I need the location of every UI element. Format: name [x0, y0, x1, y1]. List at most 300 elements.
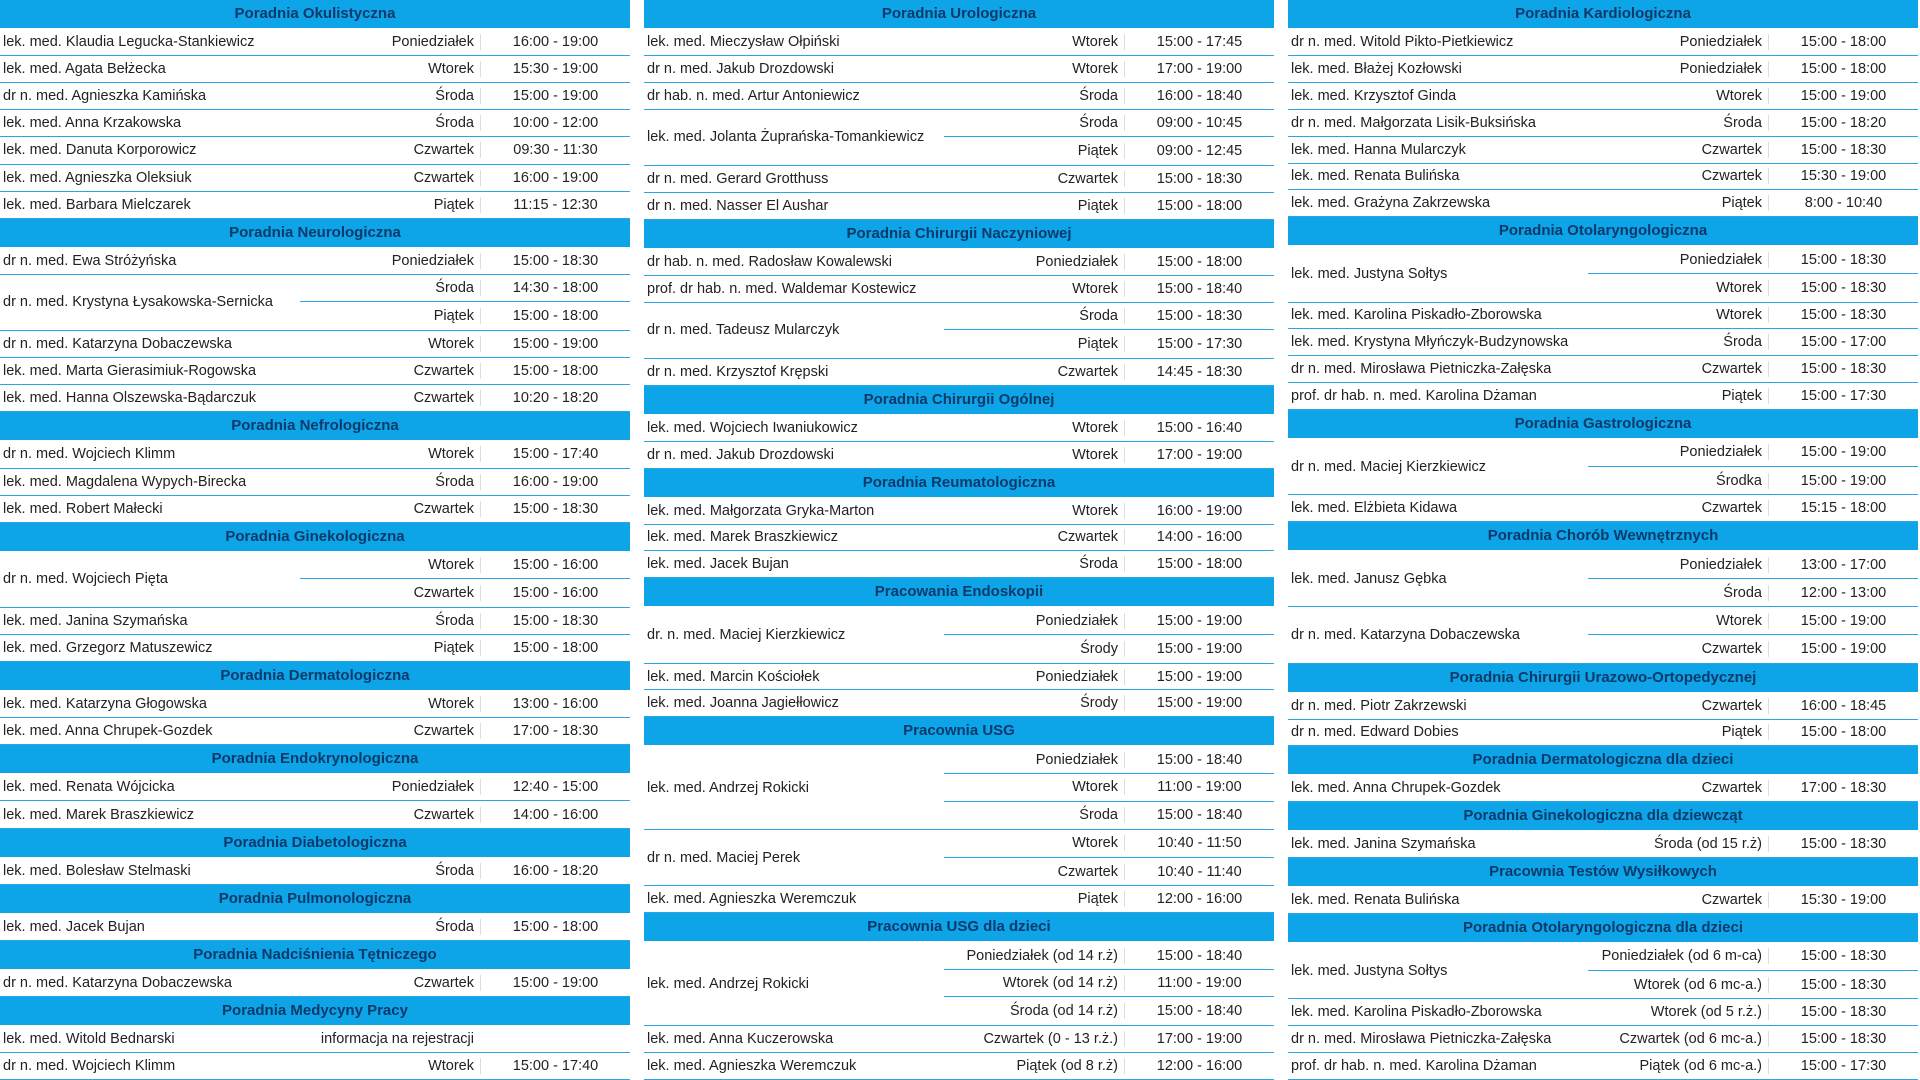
clinic-column: [0, 0, 630, 1080]
day-cell: Czwartek: [1701, 892, 1762, 909]
slot-list: [1588, 943, 1918, 998]
clinic-header: Poradnia Gastrologiczna: [1288, 410, 1918, 439]
doctor-row: [1288, 110, 1918, 137]
doctor-name: prof. dr hab. n. med. Karolina Dżaman: [1291, 388, 1537, 405]
time-cell: 14:00 - 16:00: [1124, 529, 1274, 545]
time-cell: 16:00 - 19:00: [480, 170, 630, 186]
slot-row: [1588, 467, 1918, 495]
doctor-row: [644, 664, 1274, 691]
doctor-row: [1288, 831, 1918, 858]
doctor-name: lek. med. Jolanta Żuprańska-Tomankiewicz: [647, 129, 925, 146]
day-cell: Piątek: [433, 308, 474, 325]
time-cell: 15:00 - 17:30: [1768, 1058, 1918, 1074]
day-cell: Piątek: [1077, 197, 1118, 214]
day-cell: Piątek: [433, 196, 474, 213]
day-cell: Piątek: [1721, 724, 1762, 741]
doctor-row: [0, 358, 630, 385]
time-cell: 10:40 - 11:40: [1124, 864, 1274, 880]
slot-row: [300, 552, 630, 580]
doctor-name: lek. med. Grzegorz Matuszewicz: [3, 640, 213, 657]
doctor-name: lek. med. Krzysztof Ginda: [1291, 87, 1457, 104]
clinic-header: Poradnia Dermatologiczna dla dzieci: [1288, 746, 1918, 775]
doctor-name: lek. med. Karolina Piskadło-Zborowska: [1291, 1004, 1542, 1021]
doctor-name: lek. med. Robert Małecki: [3, 500, 163, 517]
doctor-name: lek. med. Marek Braszkiewicz: [647, 529, 838, 546]
doctor-name: lek. med. Agnieszka Oleksiuk: [3, 169, 192, 186]
doctor-row: [0, 914, 630, 941]
day-cell: Wtorek: [428, 336, 474, 353]
time-cell: 16:00 - 19:00: [480, 34, 630, 50]
day-cell: Środa: [1079, 556, 1118, 573]
doctor-name: lek. med. Janina Szymańska: [3, 612, 188, 629]
slot-row: [1588, 635, 1918, 663]
time-cell: 15:00 - 19:00: [1768, 613, 1918, 629]
day-cell: Środa: [435, 918, 474, 935]
clinic-header: Pracownia USG: [644, 717, 1274, 746]
doctor-row: [644, 249, 1274, 276]
day-cell: Wtorek: [428, 557, 474, 574]
doctor-row: [0, 56, 630, 83]
day-cell: Wtorek: [1716, 307, 1762, 324]
doctor-name: lek. med. Hanna Mularczyk: [1291, 141, 1466, 158]
slot-list: [1588, 551, 1918, 606]
time-cell: 15:00 - 18:40: [1124, 281, 1274, 297]
doctor-name: dr n. med. Piotr Zakrzewski: [1291, 697, 1467, 714]
slot-row: [1588, 579, 1918, 607]
day-cell: Środa: [1079, 307, 1118, 324]
day-cell: Czwartek: [413, 500, 474, 517]
doctor-name: dr hab. n. med. Radosław Kowalewski: [647, 253, 893, 270]
time-cell: 15:00 - 18:00: [1768, 724, 1918, 740]
day-cell: Wtorek: [1072, 502, 1118, 519]
doctor-row: [1288, 943, 1918, 999]
time-cell: 09:00 - 10:45: [1124, 115, 1274, 131]
slot-row: [944, 303, 1274, 331]
time-cell: 17:00 - 19:00: [1124, 447, 1274, 463]
day-cell: Wtorek: [1716, 612, 1762, 629]
time-cell: 15:30 - 19:00: [1768, 892, 1918, 908]
time-cell: 16:00 - 18:40: [1124, 88, 1274, 104]
doctor-row: [0, 110, 630, 137]
clinic-header: Poradnia Neurologiczna: [0, 219, 630, 248]
doctor-row: [644, 551, 1274, 578]
slot-row: [1588, 246, 1918, 274]
day-cell: Czwartek: [413, 806, 474, 823]
doctor-name: lek. med. Karolina Piskadło-Zborowska: [1291, 307, 1542, 324]
time-cell: 16:00 - 19:00: [480, 474, 630, 490]
time-cell: 17:00 - 18:30: [480, 723, 630, 739]
day-cell: Wtorek: [1072, 33, 1118, 50]
doctor-row: [0, 385, 630, 412]
day-cell: Środa: [1723, 114, 1762, 131]
slot-list: [944, 830, 1274, 885]
time-cell: 14:30 - 18:00: [480, 280, 630, 296]
time-cell: 15:00 - 17:40: [480, 446, 630, 462]
clinic-header: Pracownia USG dla dzieci: [644, 913, 1274, 942]
doctor-name: lek. med. Marta Gierasimiuk-Rogowska: [3, 363, 257, 380]
time-cell: 15:00 - 18:30: [1768, 142, 1918, 158]
doctor-row: [644, 415, 1274, 442]
clinic-header: Poradnia Otolaryngologiczna dla dzieci: [1288, 914, 1918, 943]
day-cell: Piątek (od 8 r.ż): [1016, 1057, 1118, 1074]
time-cell: 12:00 - 13:00: [1768, 585, 1918, 601]
clinic-column: [644, 0, 1274, 1080]
doctor-name: lek. med. Jacek Bujan: [3, 918, 145, 935]
doctor-name: dr n. med. Mirosława Pietniczka-Załęska: [1291, 1031, 1552, 1048]
clinic-header: Pracowania Endoskopii: [644, 578, 1274, 607]
day-cell: Środa: [435, 280, 474, 297]
doctor-row: [644, 1026, 1274, 1053]
day-cell: Środa: [1079, 115, 1118, 132]
doctor-name: lek. med. Hanna Olszewska-Bądarczuk: [3, 390, 257, 407]
day-cell: Poniedziałek (od 14 r.ż): [966, 947, 1118, 964]
day-cell: Czwartek: [1057, 363, 1118, 380]
doctor-row: [644, 83, 1274, 110]
slot-row: [944, 830, 1274, 858]
time-cell: 15:00 - 17:30: [1124, 336, 1274, 352]
time-cell: 15:00 - 18:30: [1768, 1004, 1918, 1020]
doctor-name: lek. med. Andrzej Rokicki: [647, 975, 809, 992]
day-cell: Środa: [435, 612, 474, 629]
doctor-name: lek. med. Jacek Bujan: [647, 556, 789, 573]
doctor-row: [644, 359, 1274, 386]
time-cell: 14:00 - 16:00: [480, 807, 630, 823]
doctor-row: [0, 441, 630, 468]
clinic-header: Poradnia Endokrynologiczna: [0, 745, 630, 774]
day-cell: Wtorek: [428, 446, 474, 463]
doctor-name: lek. med. Bolesław Stelmaski: [3, 862, 191, 879]
clinic-header: Poradnia Nefrologiczna: [0, 412, 630, 441]
doctor-name: lek. med. Danuta Korporowicz: [3, 142, 197, 159]
time-cell: 15:15 - 18:00: [1768, 500, 1918, 516]
time-cell: 15:30 - 19:00: [480, 61, 630, 77]
time-cell: 15:00 - 18:40: [1124, 1003, 1274, 1019]
time-cell: 15:00 - 19:00: [1124, 695, 1274, 711]
day-cell: Czwartek: [413, 363, 474, 380]
time-cell: 13:00 - 16:00: [480, 696, 630, 712]
clinic-header: Poradnia Kardiologiczna: [1288, 0, 1918, 29]
doctor-row: [644, 442, 1274, 469]
doctor-name: dr n. med. Maciej Kierzkiewicz: [1291, 458, 1486, 475]
slot-row: [944, 774, 1274, 802]
doctor-row: [1288, 887, 1918, 914]
doctor-name: dr n. med. Jakub Drozdowski: [647, 446, 834, 463]
day-cell: Poniedziałek: [1679, 251, 1762, 268]
time-cell: 15:00 - 19:00: [480, 88, 630, 104]
time-cell: 16:00 - 18:45: [1768, 698, 1918, 714]
doctor-row: [644, 29, 1274, 56]
doctor-name: dr n. med. Katarzyna Dobaczewska: [3, 336, 232, 353]
day-cell: Wtorek: [1072, 280, 1118, 297]
day-cell: Czwartek: [413, 169, 474, 186]
doctor-row: [0, 691, 630, 718]
doctor-row: [644, 690, 1274, 717]
clinic-header: Poradnia Chirurgii Ogólnej: [644, 386, 1274, 415]
doctor-row: [644, 830, 1274, 886]
time-cell: 15:00 - 18:00: [480, 363, 630, 379]
doctor-row: [1288, 693, 1918, 720]
doctor-name: lek. med. Klaudia Legucka-Stankiewicz: [3, 34, 255, 51]
slot-list: [944, 303, 1274, 358]
doctor-name: dr n. med. Małgorzata Lisik-Buksińska: [1291, 114, 1536, 131]
day-cell: Wtorek (od 6 mc-a.): [1633, 976, 1762, 993]
slot-row: [944, 942, 1274, 970]
doctor-row: [0, 83, 630, 110]
doctor-row: [0, 331, 630, 358]
clinic-header: Poradnia Pulmonologiczna: [0, 885, 630, 914]
time-cell: 17:00 - 19:00: [1124, 1031, 1274, 1047]
day-cell: Wtorek: [1072, 60, 1118, 77]
day-cell: Wtorek: [1072, 446, 1118, 463]
doctor-name: dr n. med. Agnieszka Kamińska: [3, 88, 207, 105]
day-cell: Wtorek: [428, 61, 474, 78]
slot-row: [1588, 439, 1918, 467]
doctor-row: [0, 496, 630, 523]
slot-list: [944, 607, 1274, 662]
day-cell: Środa: [1723, 334, 1762, 351]
doctor-name: lek. med. Renata Bulińska: [1291, 892, 1460, 909]
slot-list: [300, 275, 630, 330]
doctor-row: [1288, 383, 1918, 410]
doctor-row: [1288, 356, 1918, 383]
day-cell: Czwartek: [413, 585, 474, 602]
doctor-row: [1288, 303, 1918, 330]
doctor-row: [0, 192, 630, 219]
day-cell: Wtorek: [1072, 419, 1118, 436]
day-cell: Czwartek: [413, 723, 474, 740]
day-cell: Czwartek: [1701, 500, 1762, 517]
time-cell: 15:00 - 18:00: [480, 919, 630, 935]
day-cell: Środy: [1080, 695, 1118, 712]
doctor-row: [1288, 495, 1918, 522]
day-cell: Środy: [1080, 640, 1118, 657]
day-cell: Wtorek (od 14 r.ż): [1002, 975, 1118, 992]
doctor-row: [1288, 29, 1918, 56]
time-cell: 15:00 - 19:00: [1124, 669, 1274, 685]
doctor-name: lek. med. Janusz Gębka: [1291, 570, 1447, 587]
time-cell: 16:00 - 19:00: [1124, 503, 1274, 519]
doctor-row: [1288, 1053, 1918, 1080]
clinic-header: Poradnia Ginekologiczna: [0, 523, 630, 552]
time-cell: 09:00 - 12:45: [1124, 143, 1274, 159]
doctor-name: dr n. med. Edward Dobies: [1291, 724, 1459, 741]
doctor-name: lek. med. Agata Bełżecka: [3, 61, 166, 78]
day-cell: Czwartek: [1057, 529, 1118, 546]
slot-row: [1588, 943, 1918, 971]
time-cell: 15:00 - 19:00: [1768, 88, 1918, 104]
time-cell: 8:00 - 10:40: [1768, 195, 1918, 211]
doctor-name: lek. med. Anna Chrupek-Gozdek: [1291, 780, 1501, 797]
time-cell: 11:00 - 19:00: [1124, 779, 1274, 795]
time-cell: 15:00 - 19:00: [1768, 473, 1918, 489]
slot-row: [1588, 274, 1918, 302]
doctor-name: lek. med. Mieczysław Ołpiński: [647, 33, 840, 50]
doctor-row: [644, 110, 1274, 166]
doctor-name: lek. med. Agnieszka Weremczuk: [647, 1057, 857, 1074]
time-cell: 15:00 - 18:30: [1768, 361, 1918, 377]
time-cell: 15:00 - 17:30: [1768, 388, 1918, 404]
day-cell: Czwartek: [1701, 780, 1762, 797]
doctor-row: [1288, 551, 1918, 607]
doctor-row: [0, 858, 630, 885]
time-cell: 15:00 - 18:40: [1124, 807, 1274, 823]
slot-list: [944, 942, 1274, 1025]
day-cell: Piątek: [1077, 143, 1118, 160]
doctor-row: [0, 970, 630, 997]
day-cell: Wtorek (od 5 r.ż.): [1650, 1004, 1762, 1021]
doctor-name: prof. dr hab. n. med. Waldemar Kostewicz: [647, 280, 917, 297]
time-cell: 10:40 - 11:50: [1124, 835, 1274, 851]
time-cell: 15:00 - 16:00: [480, 557, 630, 573]
time-cell: 15:00 - 18:30: [480, 613, 630, 629]
doctor-row: [1288, 329, 1918, 356]
doctor-name: dr n. med. Wojciech Pięta: [3, 571, 168, 588]
clinic-header: Poradnia Ginekologiczna dla dziewcząt: [1288, 802, 1918, 831]
doctor-name: lek. med. Renata Bulińska: [1291, 168, 1460, 185]
time-cell: 15:00 - 18:00: [1768, 34, 1918, 50]
time-cell: 15:00 - 18:00: [1124, 198, 1274, 214]
time-cell: 15:00 - 18:30: [1124, 308, 1274, 324]
day-cell: Środa (od 14 r.ż): [1010, 1003, 1118, 1020]
slot-row: [944, 802, 1274, 830]
time-cell: 17:00 - 18:30: [1768, 780, 1918, 796]
time-cell: 15:00 - 18:30: [480, 501, 630, 517]
time-cell: 15:00 - 18:00: [1124, 556, 1274, 572]
time-cell: 15:00 - 19:00: [480, 336, 630, 352]
doctor-name: dr n. med. Katarzyna Dobaczewska: [1291, 627, 1520, 644]
slot-row: [300, 275, 630, 303]
day-cell: Czwartek: [1701, 141, 1762, 158]
slot-row: [944, 997, 1274, 1025]
doctor-name: dr n. med. Ewa Stróżyńska: [3, 252, 177, 269]
clinic-header: Poradnia Chirurgii Urazowo-Ortopedycznej: [1288, 664, 1918, 693]
doctor-row: [644, 886, 1274, 913]
clinic-header: Poradnia Reumatologiczna: [644, 469, 1274, 498]
doctor-name: lek. med. Anna Kuczerowska: [647, 1031, 834, 1048]
time-cell: 15:00 - 17:45: [1124, 34, 1274, 50]
time-cell: 13:00 - 17:00: [1768, 557, 1918, 573]
clinic-header: Poradnia Diabetologiczna: [0, 829, 630, 858]
doctor-row: [0, 165, 630, 192]
doctor-row: [0, 608, 630, 635]
time-cell: 10:00 - 12:00: [480, 115, 630, 131]
doctor-name: dr n. med. Krzysztof Krępski: [647, 363, 829, 380]
day-cell: Poniedziałek: [1035, 253, 1118, 270]
slot-row: [1588, 971, 1918, 999]
clinic-header: Poradnia Chorób Wewnętrznych: [1288, 522, 1918, 551]
time-cell: 15:00 - 16:00: [480, 585, 630, 601]
day-cell: Czwartek (0 - 13 r.ż.): [983, 1031, 1118, 1048]
day-cell: Środa: [1723, 584, 1762, 601]
doctor-name: dr hab. n. med. Artur Antoniewicz: [647, 87, 860, 104]
doctor-row: [0, 1026, 630, 1053]
doctor-name: lek. med. Magdalena Wypych-Birecka: [3, 473, 247, 490]
doctor-name: lek. med. Justyna Sołtys: [1291, 265, 1448, 282]
doctor-row: [644, 193, 1274, 220]
time-cell: 15:00 - 17:40: [480, 1058, 630, 1074]
doctor-name: dr n. med. Katarzyna Dobaczewska: [3, 974, 232, 991]
day-cell: Piątek: [1077, 891, 1118, 908]
doctor-name: dr n. med. Witold Pikto-Pietkiewicz: [1291, 33, 1514, 50]
day-cell: Czwartek: [1057, 863, 1118, 880]
day-cell: Czwartek: [413, 974, 474, 991]
slot-list: [1588, 246, 1918, 301]
doctor-row: [644, 607, 1274, 663]
day-cell: Środa: [435, 473, 474, 490]
day-cell: Środa: [435, 862, 474, 879]
doctor-row: [0, 137, 630, 164]
day-cell: Piątek: [433, 640, 474, 657]
doctor-name: dr. n. med. Maciej Kierzkiewicz: [647, 626, 846, 643]
doctor-row: [644, 56, 1274, 83]
day-cell: Środa (od 15 r.ż): [1654, 836, 1762, 853]
doctor-name: dr n. med. Wojciech Klimm: [3, 1058, 176, 1075]
doctor-row: [0, 248, 630, 275]
day-cell: Wtorek: [1716, 87, 1762, 104]
doctor-name: dr n. med. Maciej Perek: [647, 849, 801, 866]
doctor-row: [644, 525, 1274, 552]
time-cell: 15:00 - 19:00: [1768, 444, 1918, 460]
day-cell: Czwartek: [1701, 640, 1762, 657]
day-cell: Środa: [1079, 807, 1118, 824]
doctor-name: lek. med. Agnieszka Weremczuk: [647, 891, 857, 908]
day-cell: Poniedziałek (od 6 m-ca): [1601, 948, 1762, 965]
doctor-row: [1288, 607, 1918, 663]
doctor-row: [1288, 83, 1918, 110]
day-cell: Poniedziałek: [1679, 556, 1762, 573]
day-cell: Środa: [435, 88, 474, 105]
doctor-row: [0, 469, 630, 496]
day-cell: Poniedziałek: [1679, 444, 1762, 461]
doctor-row: [644, 303, 1274, 359]
clinic-header: Poradnia Urologiczna: [644, 0, 1274, 29]
slot-row: [1588, 551, 1918, 579]
time-cell: 15:00 - 18:30: [480, 253, 630, 269]
day-cell: Wtorek: [428, 696, 474, 713]
slot-row: [300, 579, 630, 607]
day-cell: Poniedziałek: [1679, 33, 1762, 50]
day-cell: Czwartek: [1701, 697, 1762, 714]
day-cell: Czwartek (od 6 mc-a.): [1619, 1031, 1762, 1048]
doctor-row: [644, 746, 1274, 830]
day-cell: Środka: [1716, 472, 1762, 489]
day-cell: Poniedziałek: [391, 34, 474, 51]
doctor-row: [0, 718, 630, 745]
clinic-header: Poradnia Medycyny Pracy: [0, 997, 630, 1026]
day-cell: Czwartek: [413, 390, 474, 407]
day-cell: Poniedziałek: [1035, 612, 1118, 629]
clinic-header: Poradnia Otolaryngologiczna: [1288, 217, 1918, 246]
time-cell: 12:00 - 16:00: [1124, 1058, 1274, 1074]
doctor-row: [1288, 775, 1918, 802]
slot-row: [944, 110, 1274, 138]
slot-list: [944, 110, 1274, 165]
day-cell: Poniedziałek: [1035, 668, 1118, 685]
doctor-row: [0, 801, 630, 828]
time-cell: 15:00 - 19:00: [1124, 613, 1274, 629]
time-cell: 16:00 - 18:20: [480, 863, 630, 879]
slot-row: [944, 137, 1274, 165]
doctor-row: [1288, 999, 1918, 1026]
doctor-row: [644, 1053, 1274, 1080]
clinic-header: Pracownia Testów Wysiłkowych: [1288, 858, 1918, 887]
slot-row: [944, 607, 1274, 635]
doctor-row: [1288, 1026, 1918, 1053]
clinic-header: Poradnia Dermatologiczna: [0, 662, 630, 691]
time-cell: 15:00 - 18:30: [1768, 280, 1918, 296]
doctor-name: dr n. med. Tadeusz Mularczyk: [647, 322, 840, 339]
doctor-name: dr n. med. Mirosława Pietniczka-Załęska: [1291, 361, 1552, 378]
